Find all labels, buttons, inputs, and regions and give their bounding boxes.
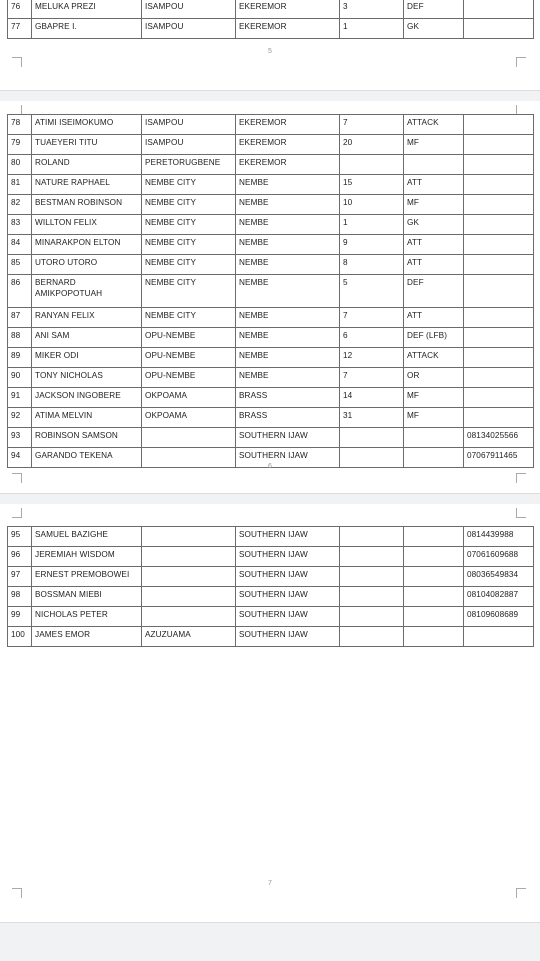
club-cell: AZUZUAMA bbox=[142, 627, 236, 647]
jersey-number-cell: 9 bbox=[340, 235, 404, 255]
row-number-cell: 88 bbox=[8, 328, 32, 348]
phone-cell bbox=[464, 235, 534, 255]
phone-cell: 0814439988 bbox=[464, 527, 534, 547]
row-number-cell: 91 bbox=[8, 388, 32, 408]
position-cell: ATT bbox=[404, 235, 464, 255]
row-number-cell: 96 bbox=[8, 547, 32, 567]
player-name-cell: MELUKA PREZI bbox=[32, 0, 142, 19]
phone-cell bbox=[464, 215, 534, 235]
club-cell: NEMBE CITY bbox=[142, 308, 236, 328]
lga-cell: SOUTHERN IJAW bbox=[236, 587, 340, 607]
player-name-cell: ROLAND bbox=[32, 155, 142, 175]
phone-cell bbox=[464, 175, 534, 195]
jersey-number-cell: 14 bbox=[340, 388, 404, 408]
document-page-5 bbox=[0, 0, 540, 90]
table-row bbox=[8, 428, 534, 448]
row-number-cell: 93 bbox=[8, 428, 32, 448]
club-cell bbox=[142, 587, 236, 607]
table-row bbox=[8, 235, 534, 255]
phone-cell bbox=[464, 348, 534, 368]
player-table bbox=[7, 114, 534, 468]
phone-cell bbox=[464, 0, 534, 19]
phone-cell bbox=[464, 388, 534, 408]
club-cell: NEMBE CITY bbox=[142, 195, 236, 215]
lga-cell: EKEREMOR bbox=[236, 115, 340, 135]
phone-cell bbox=[464, 408, 534, 428]
lga-cell: EKEREMOR bbox=[236, 155, 340, 175]
phone-cell: 08109608689 bbox=[464, 607, 534, 627]
player-name-cell: WILLTON FELIX bbox=[32, 215, 142, 235]
phone-cell: 07061609688 bbox=[464, 547, 534, 567]
lga-cell: SOUTHERN IJAW bbox=[236, 448, 340, 468]
jersey-number-cell bbox=[340, 607, 404, 627]
row-number-cell: 86 bbox=[8, 275, 32, 308]
player-table bbox=[7, 526, 534, 647]
club-cell bbox=[142, 428, 236, 448]
page-separator bbox=[0, 922, 540, 961]
page-corner-mark bbox=[12, 888, 22, 898]
lga-cell: BRASS bbox=[236, 408, 340, 428]
jersey-number-cell: 31 bbox=[340, 408, 404, 428]
position-cell: MF bbox=[404, 408, 464, 428]
table-row bbox=[8, 388, 534, 408]
player-name-cell: BERNARD AMIKPOPOTUAH bbox=[32, 275, 142, 308]
table-row bbox=[8, 627, 534, 647]
row-number-cell: 84 bbox=[8, 235, 32, 255]
club-cell bbox=[142, 567, 236, 587]
club-cell: NEMBE CITY bbox=[142, 275, 236, 308]
player-name-cell: NATURE RAPHAEL bbox=[32, 175, 142, 195]
club-cell bbox=[142, 527, 236, 547]
club-cell: NEMBE CITY bbox=[142, 235, 236, 255]
table-body bbox=[8, 115, 534, 468]
lga-cell: NEMBE bbox=[236, 348, 340, 368]
table-row bbox=[8, 527, 534, 547]
position-cell bbox=[404, 527, 464, 547]
position-cell: ATTACK bbox=[404, 348, 464, 368]
phone-cell bbox=[464, 275, 534, 308]
row-number-cell: 92 bbox=[8, 408, 32, 428]
position-cell: ATT bbox=[404, 175, 464, 195]
row-number-cell: 81 bbox=[8, 175, 32, 195]
row-number-cell: 99 bbox=[8, 607, 32, 627]
phone-cell bbox=[464, 135, 534, 155]
club-cell: OKPOAMA bbox=[142, 408, 236, 428]
jersey-number-cell: 8 bbox=[340, 255, 404, 275]
club-cell: ISAMPOU bbox=[142, 19, 236, 39]
position-cell: MF bbox=[404, 195, 464, 215]
table-row bbox=[8, 547, 534, 567]
phone-cell: 08104082887 bbox=[464, 587, 534, 607]
club-cell bbox=[142, 547, 236, 567]
lga-cell: SOUTHERN IJAW bbox=[236, 607, 340, 627]
player-name-cell: UTORO UTORO bbox=[32, 255, 142, 275]
jersey-number-cell bbox=[340, 155, 404, 175]
player-name-cell: JAMES EMOR bbox=[32, 627, 142, 647]
player-name-cell: JACKSON INGOBERE bbox=[32, 388, 142, 408]
phone-cell bbox=[464, 328, 534, 348]
position-cell: GK bbox=[404, 215, 464, 235]
player-name-cell: ATIMI ISEIMOKUMO bbox=[32, 115, 142, 135]
player-name-cell: MINARAKPON ELTON bbox=[32, 235, 142, 255]
row-number-cell: 95 bbox=[8, 527, 32, 547]
jersey-number-cell: 10 bbox=[340, 195, 404, 215]
row-number-cell: 94 bbox=[8, 448, 32, 468]
player-name-cell: JEREMIAH WISDOM bbox=[32, 547, 142, 567]
phone-cell: 08036549834 bbox=[464, 567, 534, 587]
club-cell: OPU-NEMBE bbox=[142, 368, 236, 388]
phone-cell: 07067911465 bbox=[464, 448, 534, 468]
lga-cell: NEMBE bbox=[236, 368, 340, 388]
jersey-number-cell: 1 bbox=[340, 215, 404, 235]
row-number-cell: 76 bbox=[8, 0, 32, 19]
club-cell: ISAMPOU bbox=[142, 0, 236, 19]
lga-cell: NEMBE bbox=[236, 195, 340, 215]
position-cell: DEF (LFB) bbox=[404, 328, 464, 348]
club-cell: ISAMPOU bbox=[142, 115, 236, 135]
document-page-7 bbox=[0, 504, 540, 922]
table-row bbox=[8, 0, 534, 19]
jersey-number-cell bbox=[340, 587, 404, 607]
table-row bbox=[8, 368, 534, 388]
table-row bbox=[8, 587, 534, 607]
row-number-cell: 82 bbox=[8, 195, 32, 215]
row-number-cell: 78 bbox=[8, 115, 32, 135]
table-row bbox=[8, 255, 534, 275]
player-name-cell: ERNEST PREMOBOWEI bbox=[32, 567, 142, 587]
row-number-cell: 83 bbox=[8, 215, 32, 235]
position-cell bbox=[404, 547, 464, 567]
player-name-cell: GARANDO TEKENA bbox=[32, 448, 142, 468]
lga-cell: SOUTHERN IJAW bbox=[236, 627, 340, 647]
phone-cell bbox=[464, 19, 534, 39]
jersey-number-cell bbox=[340, 547, 404, 567]
position-cell: ATTACK bbox=[404, 115, 464, 135]
page-number: 5 bbox=[268, 48, 272, 55]
club-cell: OPU-NEMBE bbox=[142, 328, 236, 348]
player-name-cell: GBAPRE I. bbox=[32, 19, 142, 39]
club-cell: OPU-NEMBE bbox=[142, 348, 236, 368]
row-number-cell: 80 bbox=[8, 155, 32, 175]
player-name-cell: BOSSMAN MIEBI bbox=[32, 587, 142, 607]
lga-cell: NEMBE bbox=[236, 328, 340, 348]
jersey-number-cell: 7 bbox=[340, 368, 404, 388]
table-row bbox=[8, 567, 534, 587]
jersey-number-cell: 5 bbox=[340, 275, 404, 308]
table-row bbox=[8, 408, 534, 428]
table-row bbox=[8, 607, 534, 627]
page-number: 7 bbox=[268, 880, 272, 887]
position-cell bbox=[404, 587, 464, 607]
club-cell: NEMBE CITY bbox=[142, 255, 236, 275]
position-cell: ATT bbox=[404, 255, 464, 275]
position-cell: DEF bbox=[404, 275, 464, 308]
player-table bbox=[7, 0, 534, 39]
page-number: 6 bbox=[268, 463, 272, 470]
player-name-cell: ROBINSON SAMSON bbox=[32, 428, 142, 448]
page-corner-mark bbox=[516, 508, 526, 518]
player-name-cell: RANYAN FELIX bbox=[32, 308, 142, 328]
player-name-cell: ATIMA MELVIN bbox=[32, 408, 142, 428]
phone-cell bbox=[464, 195, 534, 215]
position-cell: MF bbox=[404, 388, 464, 408]
table-row bbox=[8, 328, 534, 348]
table-row bbox=[8, 215, 534, 235]
row-number-cell: 87 bbox=[8, 308, 32, 328]
position-cell bbox=[404, 627, 464, 647]
lga-cell: SOUTHERN IJAW bbox=[236, 547, 340, 567]
position-cell bbox=[404, 155, 464, 175]
club-cell: NEMBE CITY bbox=[142, 175, 236, 195]
table-row bbox=[8, 115, 534, 135]
lga-cell: NEMBE bbox=[236, 215, 340, 235]
club-cell: OKPOAMA bbox=[142, 388, 236, 408]
player-name-cell: ANI SAM bbox=[32, 328, 142, 348]
table-row bbox=[8, 195, 534, 215]
position-cell bbox=[404, 607, 464, 627]
row-number-cell: 89 bbox=[8, 348, 32, 368]
phone-cell bbox=[464, 308, 534, 328]
row-number-cell: 97 bbox=[8, 567, 32, 587]
jersey-number-cell bbox=[340, 567, 404, 587]
table-row bbox=[8, 135, 534, 155]
row-number-cell: 79 bbox=[8, 135, 32, 155]
lga-cell: SOUTHERN IJAW bbox=[236, 428, 340, 448]
lga-cell: EKEREMOR bbox=[236, 135, 340, 155]
table-row bbox=[8, 19, 534, 39]
jersey-number-cell bbox=[340, 627, 404, 647]
lga-cell: BRASS bbox=[236, 388, 340, 408]
document-page-6 bbox=[0, 101, 540, 499]
phone-cell bbox=[464, 368, 534, 388]
player-name-cell: BESTMAN ROBINSON bbox=[32, 195, 142, 215]
table-row bbox=[8, 348, 534, 368]
player-name-cell: TONY NICHOLAS bbox=[32, 368, 142, 388]
jersey-number-cell: 20 bbox=[340, 135, 404, 155]
lga-cell: EKEREMOR bbox=[236, 19, 340, 39]
jersey-number-cell bbox=[340, 428, 404, 448]
club-cell: ISAMPOU bbox=[142, 135, 236, 155]
player-name-cell: SAMUEL BAZIGHE bbox=[32, 527, 142, 547]
lga-cell: NEMBE bbox=[236, 235, 340, 255]
lga-cell: NEMBE bbox=[236, 255, 340, 275]
jersey-number-cell: 7 bbox=[340, 308, 404, 328]
row-number-cell: 77 bbox=[8, 19, 32, 39]
page-corner-mark bbox=[516, 888, 526, 898]
row-number-cell: 98 bbox=[8, 587, 32, 607]
phone-cell bbox=[464, 255, 534, 275]
position-cell: GK bbox=[404, 19, 464, 39]
jersey-number-cell: 15 bbox=[340, 175, 404, 195]
club-cell bbox=[142, 607, 236, 627]
club-cell: NEMBE CITY bbox=[142, 215, 236, 235]
lga-cell: SOUTHERN IJAW bbox=[236, 527, 340, 547]
table-body bbox=[8, 0, 534, 39]
position-cell bbox=[404, 428, 464, 448]
table-row bbox=[8, 275, 534, 308]
page-corner-mark bbox=[516, 473, 526, 483]
position-cell: MF bbox=[404, 135, 464, 155]
jersey-number-cell: 6 bbox=[340, 328, 404, 348]
club-cell: PERETORUGBENE bbox=[142, 155, 236, 175]
position-cell bbox=[404, 567, 464, 587]
page-corner-mark bbox=[12, 473, 22, 483]
player-name-cell: NICHOLAS PETER bbox=[32, 607, 142, 627]
row-number-cell: 85 bbox=[8, 255, 32, 275]
player-name-cell: MIKER ODI bbox=[32, 348, 142, 368]
position-cell: OR bbox=[404, 368, 464, 388]
lga-cell: SOUTHERN IJAW bbox=[236, 567, 340, 587]
jersey-number-cell: 1 bbox=[340, 19, 404, 39]
table-row bbox=[8, 308, 534, 328]
row-number-cell: 100 bbox=[8, 627, 32, 647]
page-corner-mark bbox=[516, 57, 526, 67]
table-body bbox=[8, 527, 534, 647]
row-number-cell: 90 bbox=[8, 368, 32, 388]
position-cell: ATT bbox=[404, 308, 464, 328]
page-corner-mark bbox=[12, 57, 22, 67]
lga-cell: NEMBE bbox=[236, 275, 340, 308]
position-cell: DEF bbox=[404, 0, 464, 19]
jersey-number-cell: 7 bbox=[340, 115, 404, 135]
phone-cell: 08134025566 bbox=[464, 428, 534, 448]
phone-cell bbox=[464, 627, 534, 647]
page-corner-mark bbox=[12, 508, 22, 518]
jersey-number-cell bbox=[340, 527, 404, 547]
phone-cell bbox=[464, 115, 534, 135]
jersey-number-cell: 3 bbox=[340, 0, 404, 19]
table-row bbox=[8, 155, 534, 175]
phone-cell bbox=[464, 155, 534, 175]
lga-cell: NEMBE bbox=[236, 308, 340, 328]
lga-cell: NEMBE bbox=[236, 175, 340, 195]
lga-cell: EKEREMOR bbox=[236, 0, 340, 19]
jersey-number-cell: 12 bbox=[340, 348, 404, 368]
player-name-cell: TUAEYERI TITU bbox=[32, 135, 142, 155]
table-row bbox=[8, 175, 534, 195]
